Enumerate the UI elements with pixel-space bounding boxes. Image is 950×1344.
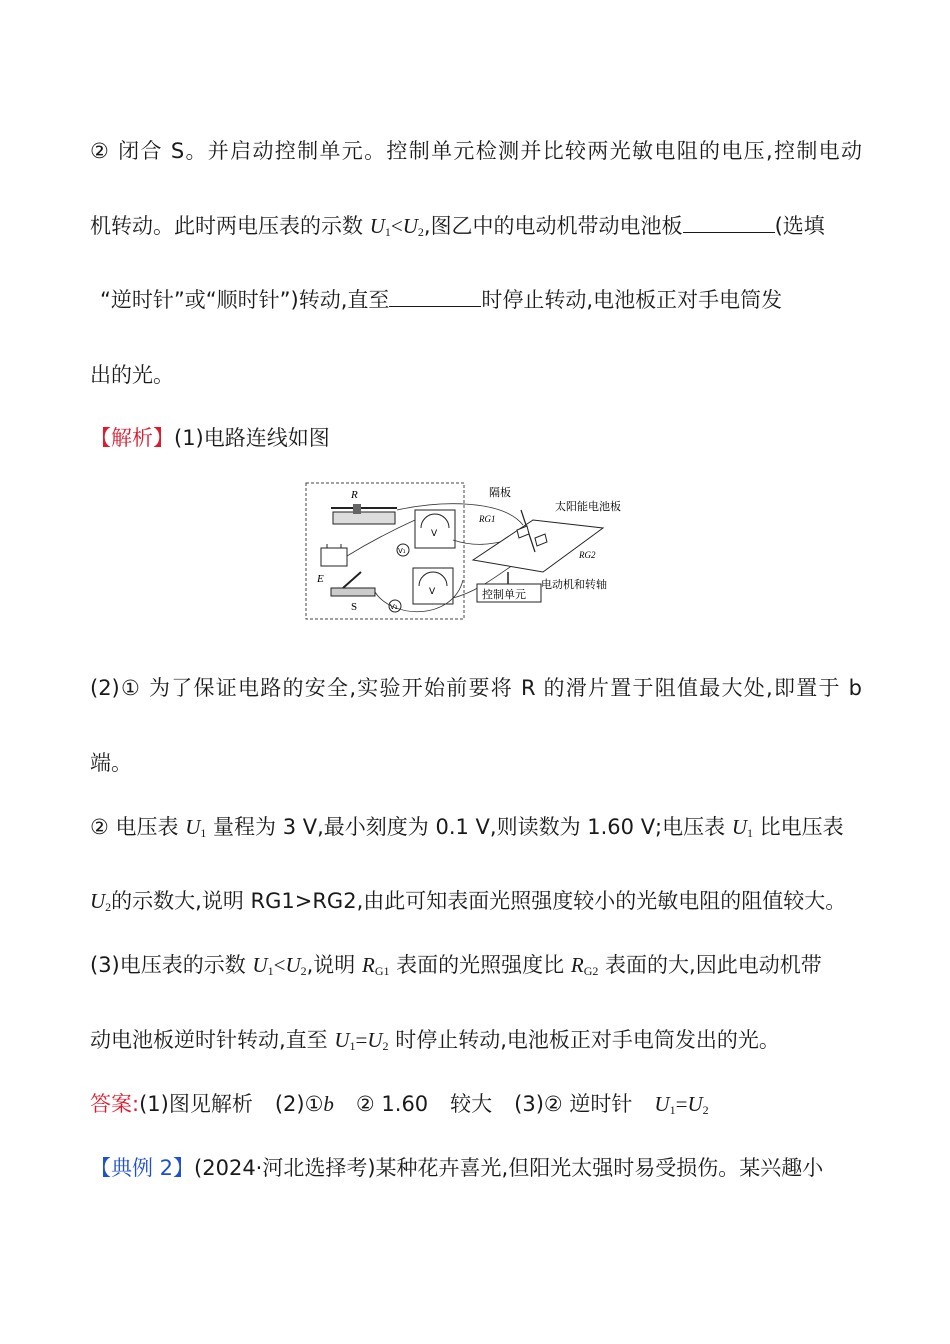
label-rg1: RG1 xyxy=(479,514,496,524)
analysis-text: 动电池板逆时针转动,直至 xyxy=(90,1028,335,1052)
analysis-text: (3)电压表的示数 xyxy=(90,953,253,977)
example-line xyxy=(90,1153,862,1183)
v1-label: V₁ xyxy=(398,547,406,555)
analysis-text: (2)① 为了保证电路的安全,实验开始前要将 R 的滑片置于阻值最大处,即置于 b xyxy=(90,676,862,700)
question-text: “逆时针”或“顺时针”)转动,直至 xyxy=(100,288,390,312)
answer-item: b xyxy=(323,1092,334,1116)
label-motor: 电动机和转轴 xyxy=(541,578,607,591)
analysis-line-4b: 动电池板逆时针转动,直至 $U_1=U_2$ 时停止转动,电池板正对手电筒发出的光。 xyxy=(90,1028,780,1053)
question-line-4 xyxy=(90,360,862,390)
u1-symbol: $U_1$ xyxy=(369,214,391,239)
v-label-2: V xyxy=(429,587,436,597)
example-tag: 【典例 2】 xyxy=(90,1156,195,1180)
battery xyxy=(321,548,347,566)
analysis-line-3a: ② 电压表 $U_1$ 量程为 3 V,最小刻度为 0.1 V,则读数为 1.60 V;电压表 $U_1$ 比电压表 xyxy=(90,815,844,840)
answer-item: (3)② 逆时针 xyxy=(514,1092,633,1116)
analysis-text: 端。 xyxy=(90,751,132,775)
analysis-text: 时停止转动,电池板正对手电筒发出的光。 xyxy=(395,1028,780,1052)
analysis-text: ② 电压表 xyxy=(90,815,186,839)
question-line-3 xyxy=(100,285,872,315)
analysis-text: 表面的光照强度比 xyxy=(396,953,571,977)
example-text: (2024·河北选择考)某种花卉喜光,但阳光太强时易受损伤。某兴趣小 xyxy=(194,1156,824,1180)
analysis-heading xyxy=(90,423,862,453)
v-label-1: V xyxy=(431,529,438,539)
analysis-line-2a xyxy=(90,673,862,703)
question-text: 机转动。此时两电压表的示数 xyxy=(90,214,370,238)
answer-line: 答案:(1)图见解析 (2)①b ② 1.60 较大 (3)② 逆时针 $U_1=U_2$ xyxy=(90,1092,709,1117)
label-e: E xyxy=(317,573,324,585)
analysis-text: 表面的大,因此电动机带 xyxy=(605,953,822,977)
label-panel: 太阳能电池板 xyxy=(555,500,621,513)
rheostat xyxy=(333,512,395,524)
answer-item: ② 1.60 xyxy=(355,1092,429,1116)
question-line-2: 机转动。此时两电压表的示数 $U_1<U_2$,图乙中的电动机带动电池板 (选填 xyxy=(90,214,825,239)
question-text: 时停止转动,电池板正对手电筒发 xyxy=(481,288,783,312)
analysis-text: 量程为 3 V,最小刻度为 0.1 V,则读数为 1.60 V;电压表 xyxy=(213,815,732,839)
analysis-line-4a: (3)电压表的示数 $U_1<U_2$,说明 $R_{G1}$ 表面的光照强度比 $R_{G2}$ 表面的大,因此电动机带 xyxy=(90,953,822,978)
label-s: S xyxy=(351,601,358,613)
label-rg2: RG2 xyxy=(579,550,596,560)
circuit-figure xyxy=(303,480,643,622)
rheostat-slider xyxy=(353,504,361,514)
label-control: 控制单元 xyxy=(482,588,526,601)
question-text: (选填 xyxy=(774,214,825,238)
switch xyxy=(331,588,375,596)
answer-blank-1[interactable] xyxy=(683,214,775,233)
question-text: ② 闭合 S。并启动控制单元。控制单元检测并比较两光敏电阻的电压,控制电动 xyxy=(90,139,862,163)
answer-item: 较大 xyxy=(450,1092,493,1116)
label-partition: 隔板 xyxy=(489,486,511,499)
label-r: R xyxy=(351,489,358,501)
analysis-line-3b: $U_2$的示数大,说明 RG1>RG2,由此可知表面光照强度较小的光敏电阻的阻值较大。 xyxy=(90,889,847,914)
question-text: 出的光。 xyxy=(90,363,174,387)
analysis-text: (1)电路连线如图 xyxy=(174,426,330,450)
answer-tag: 答案: xyxy=(90,1092,140,1116)
v2-label: V₂ xyxy=(390,603,398,611)
answer-item: (2)① xyxy=(274,1092,324,1116)
analysis-text: 的示数大,说明 RG1>RG2,由此可知表面光照强度较小的光敏电阻的阻值较大。 xyxy=(111,889,847,913)
analysis-text: 说明 xyxy=(313,953,362,977)
analysis-tag: 【解析】 xyxy=(90,426,174,450)
question-line-1 xyxy=(90,136,862,166)
analysis-line-2b xyxy=(90,748,862,778)
question-text: 图乙中的电动机带动电池板 xyxy=(430,214,683,238)
answer-item: (1)图见解析 xyxy=(139,1092,253,1116)
answer-blank-2[interactable] xyxy=(389,288,481,307)
u2-symbol: $U_2$ xyxy=(402,214,424,239)
analysis-text: 比电压表 xyxy=(759,815,844,839)
